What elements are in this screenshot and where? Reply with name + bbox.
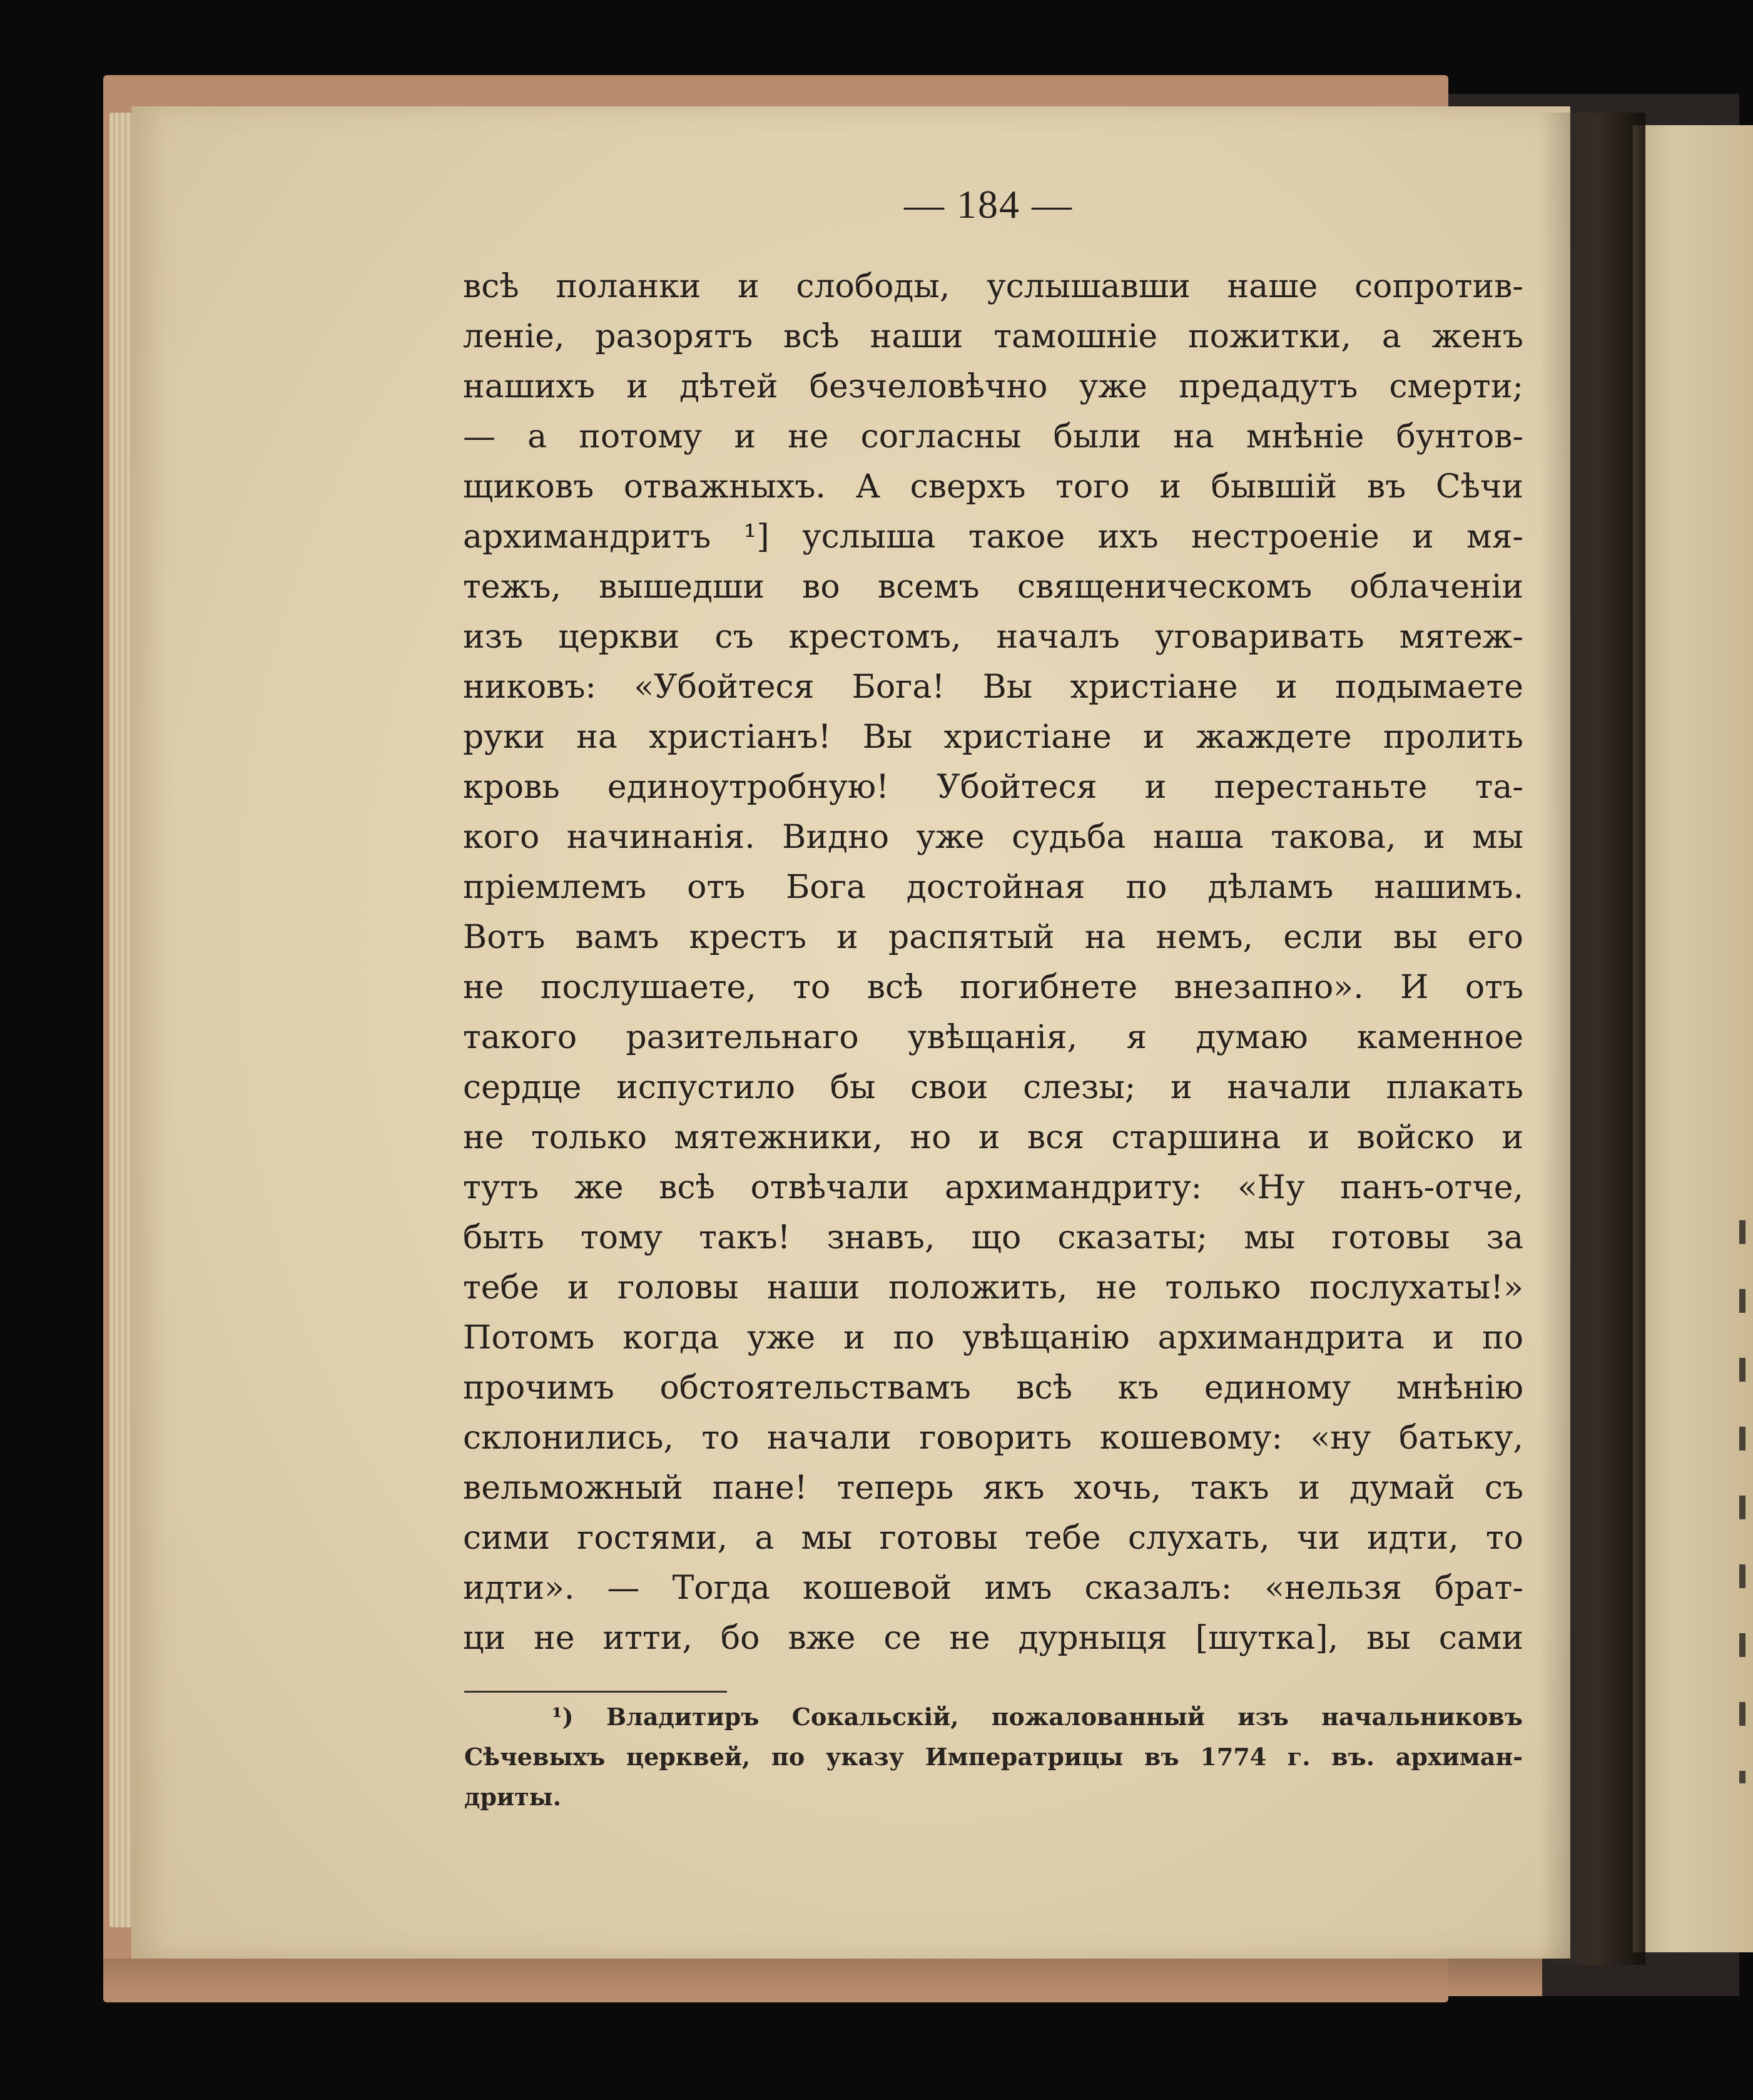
text-line: быть тому такъ! знавъ, що сказаты; мы готовы за	[463, 1219, 1523, 1256]
text-line: Потомъ когда уже и по увѣщанію архимандрита и по	[463, 1319, 1523, 1357]
text-line: нашихъ и дѣтей безчеловѣчно уже предадутъ смерти;	[463, 368, 1523, 405]
facing-page-text-fragments	[1739, 1220, 1745, 1783]
text-line: не послушаете, то всѣ погибнете внезапно». И отъ	[463, 969, 1523, 1006]
text-line: склонились, то начали говорить кошевому: «ну батьку,	[463, 1419, 1523, 1457]
text-line: сими гостями, а мы готовы тебе слухать, чи идти, то	[463, 1519, 1523, 1557]
footnote-divider	[464, 1691, 727, 1693]
text-line: идти». — Тогда кошевой имъ сказалъ: «нельзя брат-	[463, 1569, 1523, 1607]
text-line: кого начинанія. Видно уже судьба наша такова, и мы	[463, 818, 1523, 856]
text-line: вельможный пане! теперь якъ хочь, такъ и думай съ	[463, 1469, 1523, 1507]
text-line: щиковъ отважныхъ. А сверхъ того и бывшій въ Сѣчи	[463, 468, 1523, 506]
text-line: леніе, разорятъ всѣ наши тамошніе пожитки, а женъ	[463, 318, 1523, 355]
book-gutter-shadow	[1539, 113, 1645, 1965]
footnote-line: дриты.	[464, 1783, 561, 1811]
text-line: тежъ, вышедши во всемъ священическомъ облаченіи	[463, 568, 1523, 606]
facing-page	[1633, 125, 1753, 1952]
page-number: — 184 —	[904, 182, 1073, 227]
footnote	[464, 1697, 1523, 1817]
text-line: — а потому и не согласны были на мнѣніе бунтов-	[463, 418, 1523, 456]
text-line: руки на христіанъ! Вы христіане и жаждете пролить	[463, 718, 1523, 756]
text-line: прочимъ обстоятельствамъ всѣ къ единому мнѣнію	[463, 1369, 1523, 1407]
text-line: пріемлемъ отъ Бога достойная по дѣламъ нашимъ.	[463, 869, 1523, 906]
text-line: тутъ же всѣ отвѣчали архимандриту: «Ну панъ-отче,	[463, 1169, 1523, 1206]
book-cover-bottom	[103, 1959, 1542, 1996]
text-line: сердце испустило бы свои слезы; и начали плакать	[463, 1069, 1523, 1106]
footnote-line: ¹) Владитиръ Сокальскій, пожалованный изъ начальниковъ	[552, 1703, 1523, 1731]
text-line: не только мятежники, но и вся старшина и войско и	[463, 1119, 1523, 1156]
text-line: такого разительнаго увѣщанія, я думаю каменное	[463, 1019, 1523, 1056]
text-line: ци не итти, бо вже се не дурныця [шутка], вы сами	[463, 1619, 1523, 1657]
text-line: архимандритъ ¹] услыша такое ихъ нестроеніе и мя-	[463, 518, 1523, 556]
text-line: всѣ поланки и слободы, услышавши наше сопротив-	[463, 268, 1523, 305]
body-text	[463, 262, 1523, 1663]
text-line: Вотъ вамъ крестъ и распятый на немъ, если вы его	[463, 919, 1523, 956]
footnote-line: Сѣчевыхъ церквей, по указу Императрицы въ 1774 г. въ. архиман-	[464, 1743, 1523, 1771]
text-line: тебе и головы наши положить, не только послухаты!»	[463, 1269, 1523, 1307]
text-line: никовъ: «Убойтеся Бога! Вы христіане и подымаете	[463, 668, 1523, 706]
text-line: кровь единоутробную! Убойтеся и перестаньте та-	[463, 768, 1523, 806]
text-line: изъ церкви съ крестомъ, началъ уговаривать мятеж-	[463, 618, 1523, 656]
